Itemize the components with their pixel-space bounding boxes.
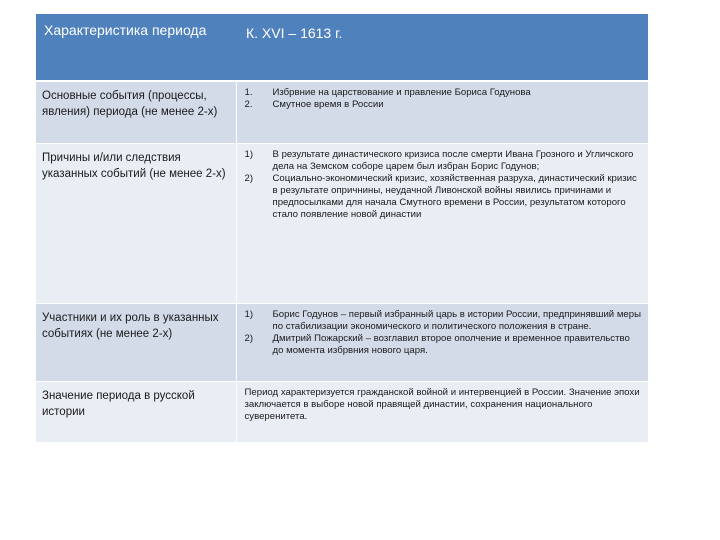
list-item bbox=[245, 87, 643, 99]
table-header-row bbox=[36, 14, 648, 81]
row-label: Основные события (процессы, явления) периода (не менее 2-х) bbox=[36, 81, 236, 144]
row-content bbox=[236, 144, 648, 304]
item-text: В результате династического кризиса после смерти Ивана Грозного и Угличского дела на Земском соборе царем был избран Борис Годунов; bbox=[272, 149, 634, 172]
row-label: Причины и/или следствия указанных событий (не менее 2-х) bbox=[36, 144, 236, 304]
item-number: 2) bbox=[244, 333, 254, 344]
list-item bbox=[245, 333, 643, 357]
item-text: Избрвние на царствование и правление Бориса Годунова bbox=[272, 87, 531, 98]
table-row-main-events bbox=[36, 81, 648, 144]
header-period: К. XVI – 1613 г. bbox=[236, 14, 648, 81]
item-text: Социально-экономический кризис, хозяйственная разруха, династический кризис в результате опричнины, неудачной Ливонской войны явились причинами и предпосылками для начала Смутного времени в России, результатом которого стало появление новой династии bbox=[272, 173, 637, 220]
list-item bbox=[245, 99, 643, 111]
item-number: 1) bbox=[244, 309, 254, 320]
row-content bbox=[236, 304, 648, 382]
header-characteristic: Характеристика периода bbox=[36, 14, 236, 81]
item-text: Смутное время в России bbox=[272, 99, 384, 110]
item-number: 1) bbox=[244, 149, 254, 160]
item-text: Борис Годунов – первый избранный царь в истории России, предпринявший меры по стабилизации экономического и политического положения в стране. bbox=[272, 309, 641, 332]
row-label: Значение периода в русской истории bbox=[36, 382, 236, 443]
table-row-significance bbox=[36, 382, 648, 443]
table-row-causes bbox=[36, 144, 648, 304]
item-number: 2. bbox=[244, 99, 253, 110]
history-period-table bbox=[36, 14, 648, 443]
list-item bbox=[245, 309, 643, 333]
table-row-participants bbox=[36, 304, 648, 382]
list-item bbox=[245, 173, 643, 221]
item-number: 2) bbox=[244, 173, 254, 184]
list-item bbox=[245, 149, 643, 173]
item-number: 1. bbox=[244, 87, 253, 98]
item-text: Дмитрий Пожарский – возглавил второе ополчение и временное правительство до момента избрвния нового царя. bbox=[272, 333, 630, 356]
row-content: Период характеризуется гражданской войной и интервенцией в России. Значение эпохи заключается в выборе новой правящей династии, сохранения национального суверенитета. bbox=[236, 382, 648, 443]
row-content bbox=[236, 81, 648, 144]
row-label: Участники и их роль в указанных событиях (не менее 2-х) bbox=[36, 304, 236, 382]
